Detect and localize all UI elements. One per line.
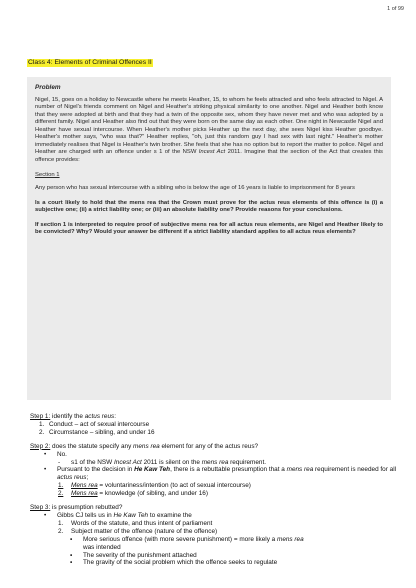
problem-box: [27, 77, 391, 400]
subitem-text: The severity of the punishment attached: [83, 551, 197, 559]
gibbs-subitem: [30, 552, 400, 560]
text-italic: mens rea: [286, 466, 314, 474]
text-part: More serious offence (with more severe punishment) = more likely a: [83, 535, 277, 543]
step-1-item: [30, 421, 400, 429]
list-item-text: Conduct – act of sexual intercourse: [49, 420, 150, 428]
step-2-text: does the statute specify any: [50, 442, 134, 450]
text-part: requirement is needed for all: [313, 466, 397, 474]
step-2-text-end: element for any of the actus reus?: [159, 442, 259, 450]
step-1-label: Step 1:: [30, 413, 51, 420]
text-part: Pursuant to the decision in: [57, 466, 135, 474]
step-3-bullet: [30, 512, 400, 520]
text-part: ;: [86, 474, 89, 482]
dash-text: [71, 459, 266, 467]
list-number: 2.: [39, 428, 45, 436]
text-part: = voluntariness/intention (to act of sexual intercourse): [97, 482, 251, 490]
case-name: He Kaw Teh: [134, 466, 171, 474]
list-number: 1.: [58, 482, 64, 490]
gibbs-item: [30, 520, 400, 528]
list-item-text: Subject matter of the offence (nature of the offence): [71, 527, 218, 535]
step-2-term: mens rea: [133, 442, 160, 450]
list-item-text: Words of the statute, and thus intent of parliament: [71, 519, 213, 527]
gibbs-subitem: [30, 559, 400, 567]
step-1-heading: [30, 413, 400, 421]
bullet-icon: •: [44, 511, 47, 519]
step-1-term: actus reus: [84, 413, 115, 420]
bullet-icon: •: [44, 466, 47, 474]
section-heading: Section 1: [35, 172, 60, 179]
list-number: 2.: [58, 527, 64, 535]
text-part: 2011 is silent on the: [141, 458, 202, 466]
mens-rea-item: [30, 482, 400, 490]
bullet-text: No.: [57, 450, 67, 458]
mens-rea-item: [30, 490, 400, 498]
subitem-text: [83, 536, 304, 552]
problem-heading: Problem: [35, 84, 61, 91]
square-bullet-icon: ▪: [70, 551, 73, 559]
text-italic: Incest Act: [113, 458, 142, 466]
question-one: Is a court likely to hold that the mens rea that the Crown must prove for the actus reus elements of this offence is (i) a subjective one; (ii) a strict liability one; or (iii) an absolute liability one? Provide reasons for your conclusions.: [35, 199, 383, 214]
text-italic: Mens rea: [71, 482, 98, 490]
story-act-name: Incest Act: [198, 149, 226, 156]
step-3-heading: [30, 504, 400, 512]
dash-icon: -: [58, 458, 61, 466]
case-name: He Kaw Teh: [113, 511, 149, 519]
text-part: , there is a rebuttable presumption that a: [170, 466, 287, 474]
square-bullet-icon: ▪: [70, 535, 73, 543]
text-italic: Mens rea: [71, 490, 98, 498]
text-italic: actus reus: [57, 474, 87, 482]
text-part: requirement.: [228, 458, 267, 466]
step-3-label: Step 3:: [30, 504, 51, 512]
section-text: Any person who has sexual intercourse with a sibling who is below the age of 16 years is liable to imprisonment for 8 years: [35, 185, 355, 192]
square-bullet-icon: ▪: [70, 559, 73, 567]
list-number: 1.: [39, 420, 45, 428]
study-notes: [30, 413, 400, 567]
gibbs-item: [30, 528, 400, 536]
step-1-text: identify the: [50, 413, 85, 420]
step-1-colon: :: [114, 413, 116, 420]
step-3-text: is presumption rebutted?: [50, 504, 123, 512]
bullet-text: [57, 466, 400, 482]
step-2-dash-item: [30, 459, 400, 467]
gibbs-subitem: [30, 536, 400, 552]
page-number: 1 of 99: [387, 6, 404, 12]
step-2-label: Step 2:: [30, 442, 51, 450]
step-2-bullet: [30, 451, 400, 459]
step-1-item: [30, 429, 400, 437]
story-text-end: 2011. Imagine that the section of the Act that creates this offence provides:: [35, 149, 383, 163]
text-part: to examine the: [148, 511, 192, 519]
mens-rea-text: [71, 490, 208, 498]
text-part: Gibbs CJ tells us in: [57, 511, 114, 519]
list-number: 1.: [58, 519, 64, 527]
bullet-icon: •: [44, 450, 47, 458]
list-item-text: Circumstance – sibling, and under 16: [49, 428, 155, 436]
class-title: Class 4: Elements of Criminal Offences II: [28, 59, 152, 66]
text-part: s1 of the NSW: [71, 458, 114, 466]
step-2-heading: [30, 443, 400, 451]
story-text: Nigel, 15, goes on a holiday to Newcastle where he meets Heather, 15, to whom he feels attracted and who feels attracted to Nigel. A number of Nigel's friends comment on Nigel and Heather's striking physical similarity to one another. Nigel and Heather both know that they were adopted at birth and that they had a twin of the opposite sex, whom they have never met and who was adopted by a different family. Nigel and Heather also find out that they were born on the same day as each other. One night in Newcastle Nigel and Heather have sexual intercourse. When Heather's mother picks Heather up the next day, she sees Nigel kiss Heather goodbye. Heather's mother says, "who was that?" Heather replies, "oh, just this random guy I had sex with last night." Heather's mother immediately realises that Nigel is Heather's twin brother. She feels that she has no option but to report the matter to police. Nigel and Heather are charged with an offence under s 1 of the NSW: [35, 96, 383, 156]
text-part: = knowledge (of sibling, and under 16): [97, 490, 208, 498]
list-number: 2.: [58, 490, 64, 498]
subitem-text: The gravity of the social problem which the offence seeks to regulate: [83, 559, 278, 567]
bullet-text: [57, 512, 192, 520]
problem-story: [35, 97, 383, 165]
text-italic: mens rea: [201, 458, 229, 466]
question-two: If section 1 is interpreted to require proof of subjective mens rea for all actus reus elements, are Nigel and Heather likely to be convicted? Why? Would your answer be different if a strict liability standard applies to all actus reus elements?: [35, 221, 383, 236]
text-italic: mens rea: [277, 535, 304, 543]
step-2-bullet: [30, 466, 400, 482]
text-part: was intended: [83, 543, 121, 551]
mens-rea-text: [71, 482, 251, 490]
